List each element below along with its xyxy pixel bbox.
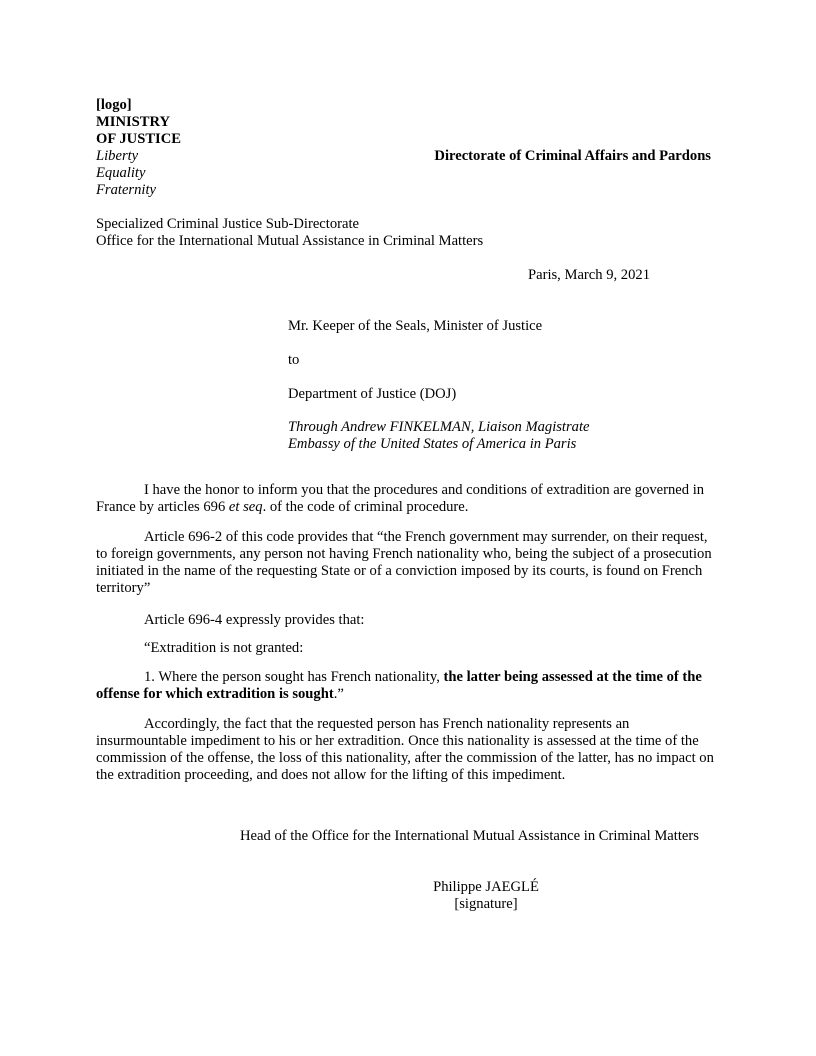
motto-liberty: Liberty — [96, 148, 139, 164]
motto-fraternity: Fraternity — [96, 182, 156, 198]
ministry-name-line2: OF JUSTICE — [96, 131, 182, 147]
to-word: to — [288, 352, 300, 368]
paragraph-6: Accordingly, the fact that the requested person has French nationality represents an insurmountable impediment to his or her extradition. Once this nationality is assessed at the time of the commission of the offense, the loss of this nationality, after the commission of the latter, has no impact on the extradition proceeding, and does not allow for the lifting of this impediment. — [96, 716, 714, 783]
paragraph-4: “Extradition is not granted: — [144, 640, 304, 656]
recipient-line: Department of Justice (DOJ) — [288, 386, 457, 402]
paragraph-5 — [96, 669, 720, 703]
signatory-name: Philippe JAEGLÉ — [433, 879, 539, 895]
signature-placeholder: [signature] — [454, 896, 518, 912]
ministry-name-line1: MINISTRY — [96, 114, 171, 130]
paragraph-2: Article 696-2 of this code provides that “the French government may surrender, on their request, to foreign governments, any person not having French nationality who, being the subject of a prosecution initiated in the name of the requesting State or of a conviction imposed by its courts, is found on French territory” — [96, 529, 712, 596]
paragraph-3: Article 696-4 expressly provides that: — [144, 612, 365, 628]
place-and-date: Paris, March 9, 2021 — [527, 267, 650, 283]
sub-directorate-line1: Specialized Criminal Justice Sub-Directorate — [96, 216, 360, 232]
logo-placeholder: [logo] — [96, 97, 132, 113]
paragraph-5-text-start: 1. Where the person sought has French nationality, — [144, 669, 444, 685]
signatory-title: Head of the Office for the International Mutual Assistance in Criminal Matters — [240, 828, 699, 844]
sender-line: Mr. Keeper of the Seals, Minister of Justice — [288, 318, 543, 334]
paragraph-1-italic: et seq — [228, 499, 263, 515]
paragraph-5-text-end: .” — [333, 686, 344, 702]
paragraph-1 — [96, 482, 720, 516]
through-line2: Embassy of the United States of America in Paris — [288, 436, 577, 452]
sub-directorate-line2: Office for the International Mutual Assistance in Criminal Matters — [96, 233, 484, 249]
directorate-title: Directorate of Criminal Affairs and Pardons — [434, 148, 711, 164]
through-line1: Through Andrew FINKELMAN, Liaison Magistrate — [288, 419, 590, 435]
paragraph-1-text-end: . of the code of criminal procedure. — [262, 499, 469, 515]
motto-equality: Equality — [96, 165, 146, 181]
paragraph-5-bold: the latter being assessed at the time of the offense for which extradition is sought — [96, 669, 702, 702]
paragraph-1-text-start: I have the honor to inform you that the procedures and conditions of extradition are governed in France by articles 696 — [96, 482, 705, 515]
